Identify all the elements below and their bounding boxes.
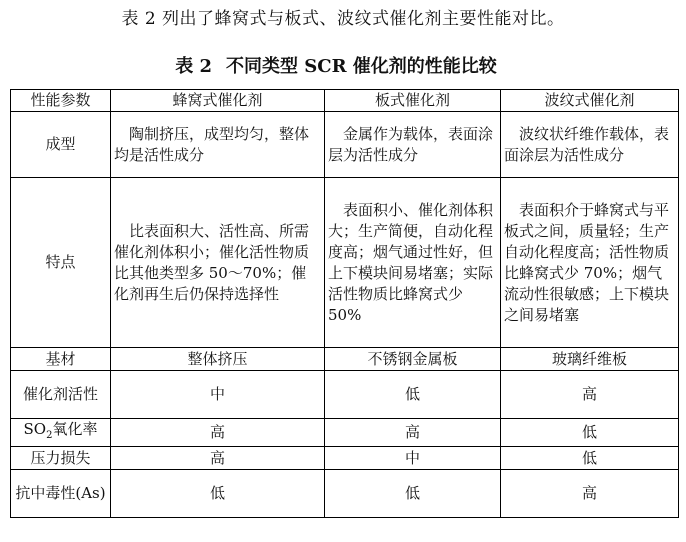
table-cell: 低 (501, 419, 679, 447)
header-cell: 板式催化剂 (325, 90, 501, 112)
header-cell: 波纹式催化剂 (501, 90, 679, 112)
table-cell: 中 (325, 447, 501, 470)
table-header-row (11, 90, 679, 112)
table-cell: 金属作为载体，表面涂层为活性成分 (325, 112, 501, 178)
table-title: 不同类型 SCR 催化剂的性能比较 (225, 56, 497, 77)
table-cell: 波纹状纤维作载体，表面涂层为活性成分 (501, 112, 679, 178)
row-label: 抗中毒性(As) (11, 470, 111, 518)
table-cell: 高 (325, 419, 501, 447)
label-prefix: SO (23, 420, 47, 438)
row-label (11, 419, 111, 447)
table-caption (0, 52, 686, 78)
row-label: 成型 (11, 112, 111, 178)
table-cell: 不锈钢金属板 (325, 348, 501, 371)
header-cell: 蜂窝式催化剂 (111, 90, 325, 112)
table-cell: 高 (501, 470, 679, 518)
table-cell: 高 (111, 419, 325, 447)
table-row (11, 348, 679, 371)
row-label: 特点 (11, 178, 111, 348)
table-cell: 表面积介于蜂窝式与平板式之间，质量轻；生产自动化程度高；活性物质比蜂窝式少 70%；烟气流动性很敏感；上下模块之间易堵塞 (501, 178, 679, 348)
row-label: 压力损失 (11, 447, 111, 470)
label-suffix: 氧化率 (52, 420, 98, 438)
table-cell: 玻璃纤维板 (501, 348, 679, 371)
label-subscript: 2 (46, 430, 53, 441)
table-row (11, 419, 679, 447)
table-row (11, 178, 679, 348)
header-cell: 性能参数 (11, 90, 111, 112)
row-label: 催化剂活性 (11, 371, 111, 419)
table-cell: 比表面积大、活性高、所需催化剂体积小；催化活性物质比其他类型多 50～70%；催化剂再生后仍保持选择性 (111, 178, 325, 348)
table-cell: 表面积小、催化剂体积大；生产简便，自动化程度高；烟气通过性好，但上下模块间易堵塞；实际活性物质比蜂窝式少 50% (325, 178, 501, 348)
intro-sentence: 表 2 列出了蜂窝式与板式、波纹式催化剂主要性能对比。 (121, 9, 565, 29)
table-cell: 低 (325, 470, 501, 518)
table-cell: 整体挤压 (111, 348, 325, 371)
table-cell: 低 (111, 470, 325, 518)
table-row (11, 447, 679, 470)
comparison-table (10, 89, 679, 518)
table-row (11, 470, 679, 518)
table-row (11, 112, 679, 178)
table-cell: 高 (111, 447, 325, 470)
table-cell: 低 (501, 447, 679, 470)
table-row (11, 371, 679, 419)
table-number: 表 2 (175, 56, 212, 77)
table-cell: 陶制挤压，成型均匀，整体均是活性成分 (111, 112, 325, 178)
table-cell: 低 (325, 371, 501, 419)
table-cell: 中 (111, 371, 325, 419)
table-cell: 高 (501, 371, 679, 419)
row-label: 基材 (11, 348, 111, 371)
